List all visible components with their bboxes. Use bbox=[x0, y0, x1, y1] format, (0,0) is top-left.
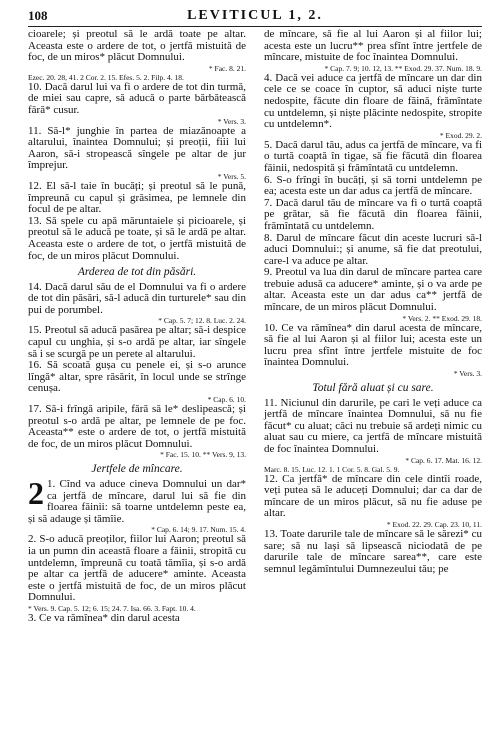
verse-paragraph: de mîncare, să fie al lui Aaron și al fiilor lui; acesta este un lucru** prea sfînt între jertfele de mîncare, mistuite de foc înaintea Domnului. bbox=[264, 28, 482, 64]
cross-reference: * Cap. 5. 7; 12. 8. Luc. 2. 24. bbox=[158, 316, 246, 326]
cross-reference: Marc. 8. 15. Luc. 12. 1. 1 Cor. 5. 8. Gal. 5. 9. bbox=[264, 464, 400, 474]
page-number: 108 bbox=[28, 8, 48, 23]
running-title: LEVITICUL 1, 2. bbox=[187, 8, 323, 23]
chapter-number: 2 bbox=[28, 475, 44, 511]
cross-reference: * Vers. 5. bbox=[217, 171, 246, 181]
section-heading: Jertfele de mîncare. bbox=[91, 463, 183, 476]
verse-paragraph: cioarele; și preotul să le ardă toate pe altar. Aceasta este o ardere de tot, o jertfă mistuită de foc, de un miros* plăcut Domnului. bbox=[28, 28, 246, 64]
verse-paragraph: 16. Să scoată gușa cu penele ei, și s-o arunce lîngă* altar, spre răsărit, în locul unde se strînge cenușa. bbox=[28, 359, 246, 395]
verse-paragraph: 17. Să-i frîngă aripile, fără să le* deslipească; și preotul s-o ardă pe altar, pe lemnele de pe foc. Aceasta** este o ardere de tot, o jertfă mistuită de foc, de un miros plăcut Domnului. bbox=[28, 403, 246, 450]
verse-paragraph: 10. Dacă darul lui va fi o ardere de tot din turmă, de miei sau capre, să aducă o parte bărbătească fără* cusur. bbox=[28, 80, 246, 116]
verse-paragraph: 13. Să spele cu apă măruntaiele și picioarele, și preotul să le aducă pe toate, și să le ardă pe altar. Aceasta este o ardere de tot, o jertfă mistuită de foc, de un miros plăcut Domnului. bbox=[28, 214, 246, 262]
cross-reference: * Cap. 7. 9; 10. 12, 13. ** Exod. 29. 37. Num. 18. 9. bbox=[324, 63, 482, 73]
cross-reference: * Vers. 3. bbox=[453, 369, 482, 379]
cross-reference: * Fac. 8. 21. bbox=[208, 63, 246, 73]
verse-paragraph: 7. Dacă darul tău de mîncare va fi o turtă coaptă pe grătar, să fie făcută din floarea făinii, frămîntată cu untdelemn. bbox=[264, 196, 482, 232]
verse-paragraph: 9. Preotul va lua din darul de mîncare partea care trebuie adusă ca aducere* aminte, și o va arde pe altar. Aceasta este un dar adus ca** jertfă de mîncare, de un miros plăcut Domnului. bbox=[264, 266, 482, 314]
cross-reference: * Vers. 9. Cap. 5. 12; 6. 15; 24. 7. Isa. 66. 3. Fapt. 10. 4. bbox=[28, 603, 196, 613]
right-column bbox=[264, 29, 482, 625]
chapter-start-verse bbox=[28, 475, 246, 525]
cross-reference: * Fac. 15. 10. ** Vers. 9, 13. bbox=[160, 450, 246, 460]
verse-paragraph: 12. El să-l taie în bucăți; și preotul să le pună, împreună cu capul și grăsimea, pe lemnele din focul de pe altar. bbox=[28, 179, 246, 216]
verse-paragraph: 12. Ca jertfă* de mîncare din cele dintîi roade, veți putea să le aduceți Domnului; dar ca dar de mîncare de un miros plăcut, să nu fie aduse pe altar. bbox=[264, 472, 482, 520]
cross-reference: Ezec. 20. 28, 41. 2 Cor. 2. 15. Efes. 5. 2. Filp. 4. 18. bbox=[28, 72, 184, 82]
verse-paragraph: 6. S-o frîngi în bucăți, și să torni untdelemn pe ea; acesta este un dar adus ca jertfă de mîncare. bbox=[264, 173, 482, 198]
verse-paragraph: 11. Niciunul din darurile, pe cari le veți aduce ca jertfă de mîncare înaintea Domnului, să nu fie făcut* cu aluat; căci nu trebuie să ardeți nimic cu aluat sau cu miere, ca jertfă de mîncare mistuită de foc înaintea Domnului. bbox=[264, 396, 482, 455]
verse-paragraph: 2. S-o aducă preoților, fiilor lui Aaron; preotul să ia un pumn din această floare a făinii, stropită cu untdelemn, împreună cu toată tămîia, și s-o ardă pe altar ca jertfă de aducere* aminte. Aceasta este o jertfă mistuită de foc, de un miros plăcut Domnului. bbox=[28, 533, 246, 604]
text-columns bbox=[28, 29, 482, 625]
header-rule bbox=[28, 26, 482, 27]
left-column bbox=[28, 29, 246, 625]
verse-text: 1. Cînd va aduce cineva Domnului un dar* ca jertfă de mîncare, darul lui să fie din floarea făinii: să toarne untdelemn peste ea, și să adauge și tămîie. bbox=[28, 478, 246, 525]
cross-reference: * Cap. 6. 17. Mat. 16. 12. bbox=[405, 455, 482, 465]
page-header bbox=[28, 8, 482, 26]
cross-reference: * Vers. 3. bbox=[217, 116, 246, 126]
verse-paragraph: 11. Să-l* junghie în partea de miazănoapte a altarului, înaintea Domnului; și preoții, fiii lui Aaron, să-i stropească sîngele pe altar de jur împrejur. bbox=[28, 124, 246, 172]
verse-paragraph: 3. Ce va rămînea* din darul acesta bbox=[28, 611, 180, 624]
section-heading: Arderea de tot din păsări. bbox=[77, 266, 197, 279]
cross-reference: * Exod. 29. 2. bbox=[439, 130, 482, 140]
cross-reference: * Cap. 6. 10. bbox=[207, 395, 246, 405]
verse-paragraph: 14. Dacă darul său de el Domnului va fi o ardere de tot din păsări, să-l aducă din turturele* sau din pui de porumbel. bbox=[28, 280, 246, 316]
verse-paragraph: 15. Preotul să aducă pasărea pe altar; să-i despice capul cu unghia, și s-o ardă pe altar, iar sîngele să i se scurgă pe un perete al altarului. bbox=[28, 324, 246, 360]
verse-paragraph: 4. Dacă vei aduce ca jertfă de mîncare un dar din cele ce se coace în cuptor, să aduci niște turte nedospite, făcute din floare de făină, frămîntate cu untdelemn, și niște plăcinte nedospite, stropite cu untdelemn*. bbox=[264, 71, 482, 131]
section-heading: Totul fără aluat și cu sare. bbox=[312, 382, 434, 395]
verse-paragraph: 13. Toate darurile tale de mîncare să le sărezi* cu sare; să nu lași să lipsească niciodată de pe darurile tale de mîncare sarea**, care este semnul legămîntului Dumnezeului tău; pe bbox=[264, 527, 482, 575]
verse-paragraph: 8. Darul de mîncare făcut din aceste lucruri să-l aduci Domnului:; și anume, să fie dat preotului, care-l va aduce pe altar. bbox=[264, 231, 482, 267]
cross-reference: * Exod. 22. 29. Cap. 23. 10, 11. bbox=[386, 519, 482, 529]
cross-reference: * Cap. 6. 14; 9. 17. Num. 15. 4. bbox=[151, 525, 246, 535]
cross-reference: * Vers. 2. ** Exod. 29. 18. bbox=[402, 313, 482, 323]
verse-paragraph: 10. Ce va rămînea* din darul acesta de mîncare, să fie al lui Aaron și al fiilor lui; acesta este un lucru prea sfînt între jertfele mistuite de foc înaintea Domnului. bbox=[264, 321, 482, 369]
verse-paragraph: 5. Dacă darul tău, adus ca jertfă de mîncare, va fi o turtă coaptă în tigae, să fie făcută din floarea făinii, nedospită și frămîntată cu untdelemn. bbox=[264, 138, 482, 174]
